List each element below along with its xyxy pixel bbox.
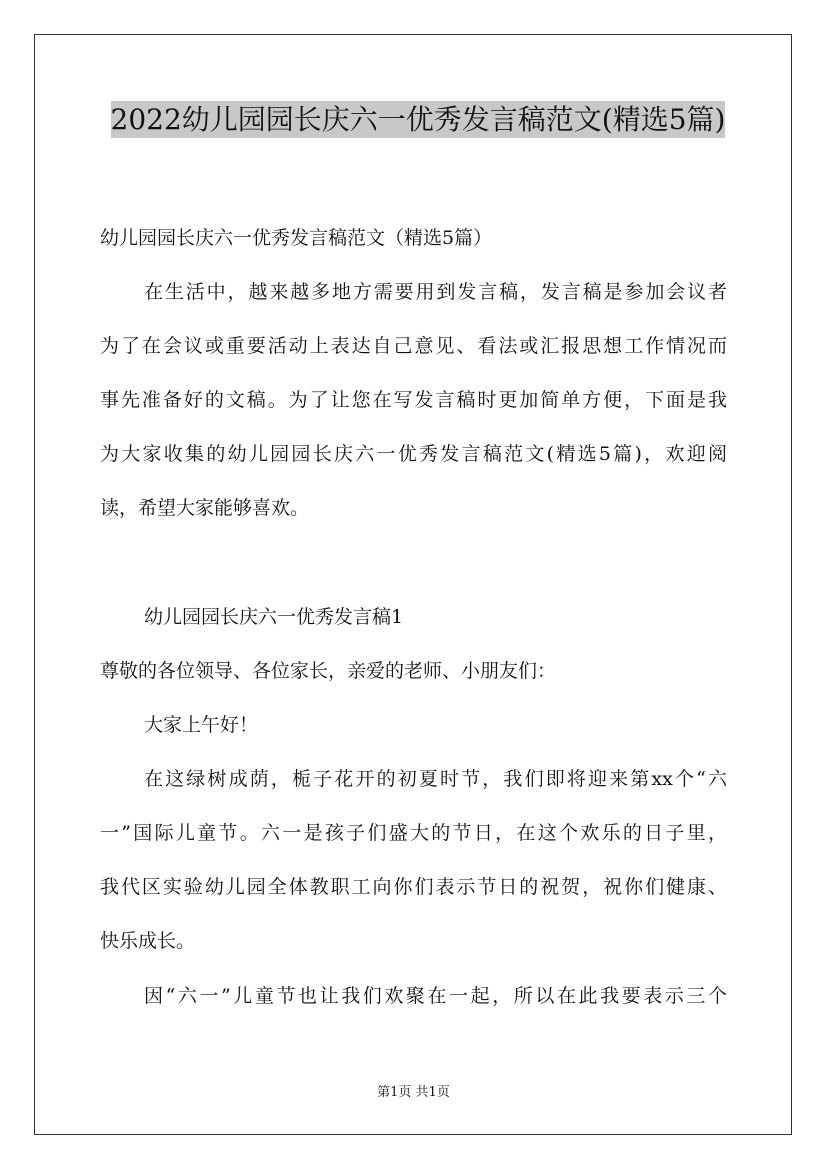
salutation: 尊敬的各位领导、各位家长，亲爱的老师、小朋友们： xyxy=(100,660,557,682)
para2-line-1: 因“六一”儿童节也让我们欢聚在一起，所以在此我要表示三个 xyxy=(144,985,727,1007)
page-footer: 第1页 共1页 xyxy=(377,1085,450,1100)
greeting: 大家上午好！ xyxy=(144,714,259,736)
section-heading: 幼儿园园长庆六一优秀发言稿1 xyxy=(144,606,404,628)
intro-line-2: 为了在会议或重要活动上表达自己意见、看法或汇报思想工作情况而 xyxy=(100,335,727,357)
para1-line-1: 在这绿树成荫，栀子花开的初夏时节，我们即将迎来第xx个“六 xyxy=(144,768,727,790)
para1-line-3: 我代区实验幼儿园全体教职工向你们表示节日的祝贺，祝你们健康、 xyxy=(100,876,727,898)
document-title xyxy=(100,96,736,144)
para1-line-4: 快乐成长。 xyxy=(100,930,196,952)
para1-line-2: 一”国际儿童节。六一是孩子们盛大的节日，在这个欢乐的日子里， xyxy=(100,822,727,844)
document-title-text: 2022幼儿园园长庆六一优秀发言稿范文(精选5篇) xyxy=(110,103,726,136)
intro-line-3: 事先准备好的文稿。为了让您在写发言稿时更加简单方便，下面是我 xyxy=(100,389,727,411)
intro-line-4: 为大家收集的幼儿园园长庆六一优秀发言稿范文(精选5篇)，欢迎阅 xyxy=(100,443,727,465)
document-subtitle: 幼儿园园长庆六一优秀发言稿范文（精选5篇） xyxy=(100,227,493,249)
intro-line-1: 在生活中，越来越多地方需要用到发言稿，发言稿是参加会议者 xyxy=(144,281,727,303)
page-border xyxy=(34,34,792,1135)
intro-line-5: 读，希望大家能够喜欢。 xyxy=(100,497,310,519)
